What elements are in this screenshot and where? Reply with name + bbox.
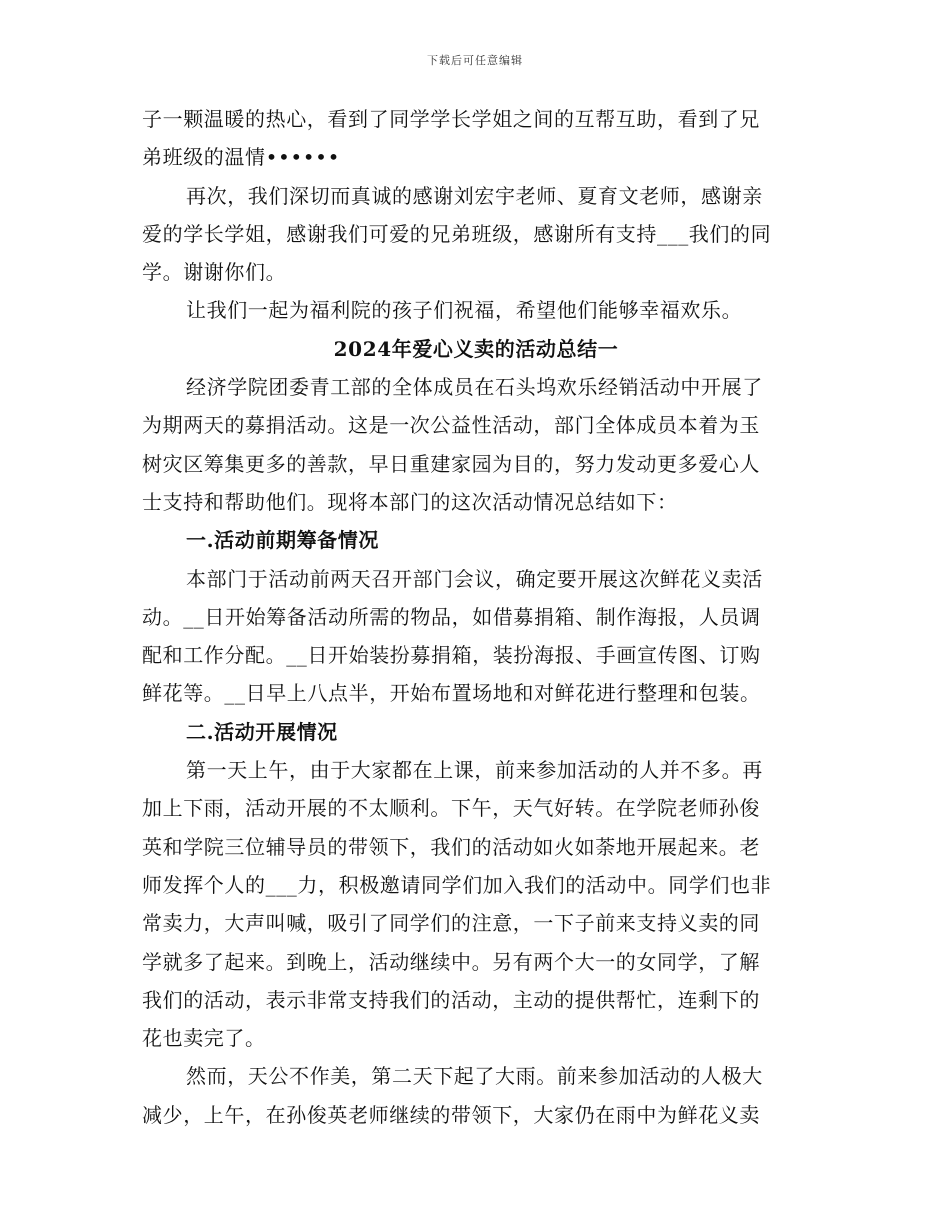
paragraph-line: 动。__日开始筹备活动所需的物品，如借募捐箱、制作海报，人员调: [142, 604, 761, 629]
paragraph-line: 师发挥个人的___力，积极邀请同学们加入我们的活动中。同学们也非: [142, 872, 772, 897]
paragraph-line: 减少，上午，在孙俊英老师继续的带领下，大家仍在雨中为鲜花义卖: [142, 1102, 760, 1127]
paragraph-first-line: 然而，天公不作美，第二天下起了大雨。前来参加活动的人极大: [186, 1064, 763, 1089]
paragraph-first-line: 经济学院团委青工部的全体成员在石头坞欢乐经销活动中开展了: [186, 375, 763, 400]
paragraph-first-line: 本部门于活动前两天召开部门会议，确定要开展这次鲜花义卖活: [186, 566, 763, 591]
document-body: [142, 100, 810, 1134]
paragraph-line: 爱的学长学姐，感谢我们可爱的兄弟班级，感谢所有支持___我们的同: [142, 221, 772, 246]
paragraph-first-line: 第一天上午，由于大家都在上课，前来参加活动的人并不多。再: [186, 758, 763, 783]
paragraph-line: 子一颗温暖的热心，看到了同学学长学姐之间的互帮互助，看到了兄: [142, 107, 760, 131]
paragraph-line: 我们的活动，表示非常支持我们的活动，主动的提供帮忙，连剩下的: [142, 987, 760, 1012]
paragraph-line: 配和工作分配。__日开始装扮募捐箱，装扮海报、手画宣传图、订购: [142, 643, 761, 668]
paragraph-line: 树灾区筹集更多的善款，早日重建家园为目的，努力发动更多爱心人: [142, 451, 760, 476]
paragraph-line: 学就多了起来。到晚上，活动继续中。另有两个大一的女同学，了解: [142, 949, 760, 974]
paragraph-first-line: 再次，我们深切而真诚的感谢刘宏宇老师、夏育文老师，感谢亲: [186, 183, 763, 208]
paragraph-line: 加上下雨，活动开展的不太顺利。下午，天气好转。在学院老师孙俊: [142, 796, 760, 821]
paragraph-line: 鲜花等。__日早上八点半，开始布置场地和对鲜花进行整理和包装。: [142, 681, 761, 706]
paragraph-line: 学。谢谢你们。: [142, 260, 287, 285]
paragraph-first-line: 让我们一起为福利院的孩子们祝福，希望他们能够幸福欢乐。: [186, 298, 743, 323]
paragraph-line: 常卖力，大声叫喊，吸引了同学们的注意，一下子前来支持义卖的同: [142, 911, 760, 936]
paragraph-line: 士支持和帮助他们。现将本部门的这次活动情况总结如下：: [142, 489, 678, 514]
page-header-note: 下载后可任意编辑: [427, 54, 523, 67]
paragraph-line: 花也卖完了。: [142, 1026, 266, 1051]
paragraph-line: 英和学院三位辅导员的带领下，我们的活动如火如荼地开展起来。老: [142, 834, 760, 859]
section-heading: 二.活动开展情况: [186, 719, 338, 744]
document-title: 2024年爱心义卖的活动总结一: [333, 336, 619, 361]
paragraph-line: 为期两天的募捐活动。这是一次公益性活动，部门全体成员本着为玉: [142, 413, 760, 438]
paragraph-line: 弟班级的温情••••••: [142, 145, 340, 170]
section-heading: 一.活动前期筹备情况: [186, 528, 379, 553]
